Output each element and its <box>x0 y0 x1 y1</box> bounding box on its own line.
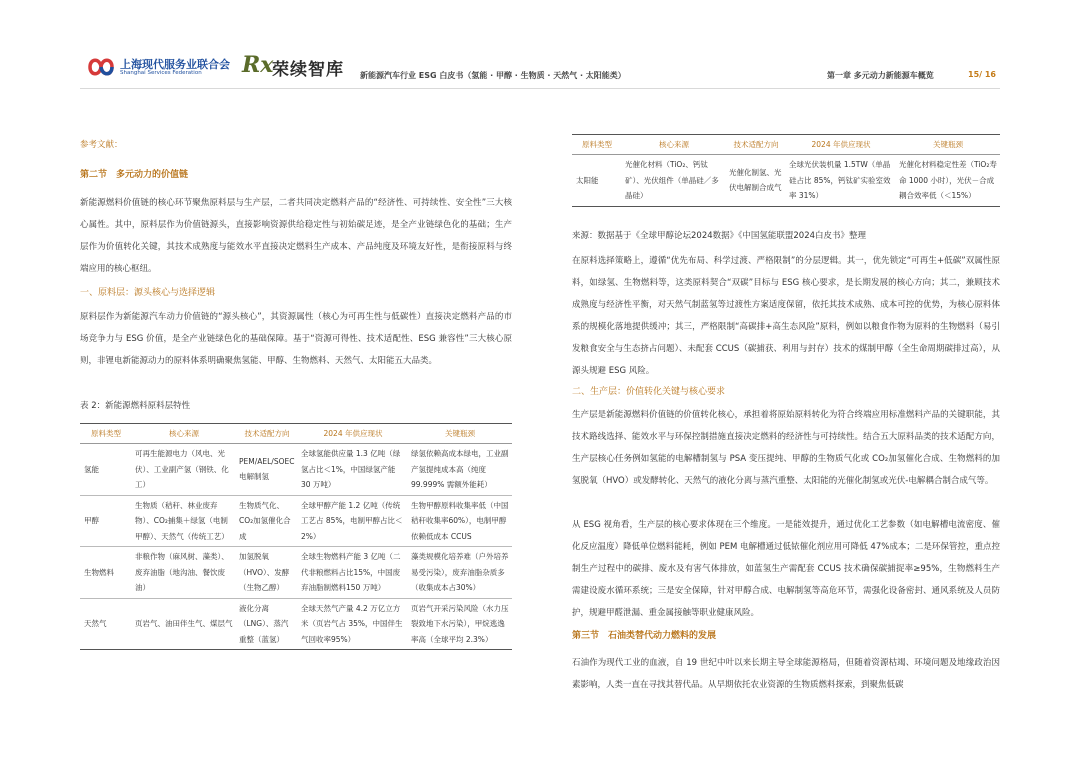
table-cell: 全球氢能供应量 1.3 亿吨（绿氢占比＜1%，中国绿氢产能 30 万吨） <box>298 444 408 496</box>
table-cell: 加氢脱氧（HVO）、发酵（生物乙醇） <box>236 547 298 599</box>
brand-mark: Rx <box>242 52 274 78</box>
table-header: 关键瓶颈 <box>896 135 1000 155</box>
table-header: 技术适配方向 <box>726 135 786 155</box>
section-title: 第三节 石油类替代动力燃料的发展 <box>572 631 717 641</box>
table-row <box>80 495 512 547</box>
raw-material-table-continued <box>572 134 1000 207</box>
table-cell: 甲醇 <box>80 495 132 547</box>
table-caption: 表 2：新能源燃料原料层特性 <box>80 401 191 411</box>
paragraph: 新能源燃料价值链的核心环节聚焦原料层与生产层，二者共同决定燃料产品的“经济性、可持续性、安全性”三大核心属性。其中，原料层作为价值链源头，直接影响资源供给稳定性与初始碳足迹，是全产业链绿色化的基础；生产层作为价值转化关键，其技术成熟度与能效水平直接决定燃料生产成本、产品纯度及环境友好性，是衔接原料与终端应用的核心枢纽。 <box>80 198 512 274</box>
paragraph: 在原料选择策略上，遵循“优先布局、科学过渡、严格限制”的分层逻辑。其一，优先锁定“可再生+低碳”双属性原料，如绿氢、生物燃料等，这类原料契合“双碳”目标与 ESG 核心要求，是长期发展的核心方向；其二，兼顾技术成熟度与经济性平衡，对天然气制蓝氢等过渡性方案适度保留，依托其技术成熟、成本可控的优势，为核心原料体系的规模化落地提供缓冲；其三，严格限制“高碳排+高生态风险”原料，例如以粮食作物为原料的生物燃料（易引发粮食安全与生态挤占问题）、未配套 CCUS（碳捕获、利用与封存）技术的煤制甲醇（全生命周期碳排过高），从源头规避 ESG 风险。 <box>572 256 1000 376</box>
table-header-row <box>80 424 512 444</box>
table-header: 原料类型 <box>572 135 622 155</box>
document-title: 新能源汽车行业 ESG 白皮书（氢能 · 甲醇 · 生物质 · 天然气 · 太阳能类） <box>360 71 626 80</box>
section-title: 第二节 多元动力的价值链 <box>80 170 189 180</box>
table-cell: 全球甲醇产能 1.2 亿吨（传统工艺占 85%，电制甲醇占比＜2%） <box>298 495 408 547</box>
table-row <box>80 444 512 496</box>
table-cell: 生物燃料 <box>80 547 132 599</box>
paragraph: 原料层作为新能源汽车动力价值链的“源头核心”，其资源属性（核心为可再生性与低碳性）直接决定燃料产品的市场竞争力与 ESG 价值，是全产业链绿色化的基础保障。基于“资源可得性、技术适配性、ESG 兼容性”三大核心原则，非锂电新能源动力的原料体系明确聚焦氢能、甲醇、生物燃料、天然气、太阳能五大品类。 <box>80 312 512 366</box>
table-cell: 液化分离（LNG）、蒸汽重整（蓝氢） <box>236 598 298 650</box>
table-header: 核心来源 <box>622 135 726 155</box>
subsection-title: 二、生产层：价值转化关键与核心要求 <box>572 387 726 397</box>
paragraph: 从 ESG 视角看，生产层的核心要求体现在三个维度。一是能效提升，通过优化工艺参数（如电解槽电流密度、催化反应温度）降低单位燃料能耗，例如 PEM 电解槽通过低铱催化剂应用可降低 47%成本；二是环保管控，重点控制生产过程中的碳排、废水及有害气体排放，如蓝氢生产需配套 CCUS 技术确保碳捕捉率≥95%，生物燃料生产需建设废水循环系统；三是安全保障，针对甲醇合成、电解制氢等高危环节，需强化设备密封、通风系统及人员防护，规避甲醛泄漏、重金属接触等职业健康风险。 <box>572 520 1000 618</box>
table-cell: 页岩气、油田伴生气、煤层气 <box>132 598 236 650</box>
brand-logo <box>242 54 362 80</box>
brand-name: 荣续智库 <box>272 60 344 80</box>
org-name-en: Shanghai Services Federation <box>120 70 202 76</box>
table-source: 来源：数据基于《全球甲醇论坛2024数据》《中国氢能联盟2024白皮书》整理 <box>572 231 867 241</box>
table-cell: PEM/AEL/SOEC 电解制氢 <box>236 444 298 496</box>
table-cell: 生物甲醇原料收集率低（中国秸秆收集率60%），电制甲醇依赖低成本 CCUS <box>408 495 512 547</box>
org-name: 上海现代服务业联合会 <box>120 58 230 71</box>
table-header: 技术适配方向 <box>236 424 298 444</box>
table-header: 关键瓶颈 <box>408 424 512 444</box>
table-cell: 太阳能 <box>572 155 622 207</box>
table-cell: 光催化材料（TiO₂、钙钛矿）、光伏组件（单晶硅／多晶硅） <box>622 155 726 207</box>
table-cell: 天然气 <box>80 598 132 650</box>
table-cell: 全球天然气产量 4.2 万亿立方米（页岩气占 35%，中国伴生气回收率95%） <box>298 598 408 650</box>
table-row <box>572 155 1000 207</box>
chapter-title: 第一章 多元动力新能源车概览 <box>827 71 934 80</box>
references-label: 参考文献： <box>80 140 123 150</box>
subsection-title: 一、原料层：源头核心与选择逻辑 <box>80 288 216 298</box>
paragraph: 生产层是新能源燃料价值链的价值转化核心，承担着将原始原料转化为符合终端应用标准燃料产品的关键职能，其技术路线选择、能效水平与环保控制措施直接决定燃料的经济性与可持续性。结合五大原料品类的技术适配方向，生产层核心任务例如氢能的电解槽制氢与 PSA 变压提纯、甲醇的生物质气化或 CO₂加氢催化合成、生物燃料的加氢脱氧（HVO）或发酵转化、天然气的液化分离与蒸汽重整、太阳能的光催化制氢或光伏-电解耦合制合成气等。 <box>572 410 1000 486</box>
table-row <box>80 547 512 599</box>
table-header: 2024 年供应现状 <box>786 135 896 155</box>
table-header-row <box>572 135 1000 155</box>
table-cell: 非粮作物（麻风树、藻类）、废弃油脂（地沟油、餐饮废油） <box>132 547 236 599</box>
paragraph: 石油作为现代工业的血液，自 19 世纪中叶以来长期主导全球能源格局，但随着资源枯竭、环境问题及地缘政治因素影响，人类一直在寻找其替代品。从早期依托农业资源的生物质燃料探索，到聚焦低碳 <box>572 658 1000 690</box>
page-number: 15/ 16 <box>968 70 996 79</box>
table-cell: 生物质（秸秆、林业废弃物）、CO₂捕集＋绿氢（电制甲醇）、天然气（传统工艺） <box>132 495 236 547</box>
table-cell: 全球光伏装机量 1.5TW（单晶硅占比 85%，钙钛矿实验室效率 31%） <box>786 155 896 207</box>
table-cell: 页岩气开采污染风险（水力压裂致地下水污染），甲烷逃逸率高（全球平均 2.3%） <box>408 598 512 650</box>
table-cell: 绿氢依赖高成本绿电，工业副产氢提纯成本高（纯度 99.999% 需额外能耗） <box>408 444 512 496</box>
table-cell: 可再生能源电力（风电、光伏）、工业副产氢（钢铁、化工） <box>132 444 236 496</box>
table-cell: 光催化制氢、光伏电解制合成气 <box>726 155 786 207</box>
table-cell: 全球生物燃料产能 3 亿吨（二代非粮燃料占比15%，中国废弃油脂制燃料150 万吨） <box>298 547 408 599</box>
raw-material-table <box>80 423 512 650</box>
table-header: 2024 年供应现状 <box>298 424 408 444</box>
table-cell: 生物质气化、CO₂加氢催化合成 <box>236 495 298 547</box>
table-header: 原料类型 <box>80 424 132 444</box>
federation-logo-icon <box>86 54 116 80</box>
table-row <box>80 598 512 650</box>
table-cell: 光催化材料稳定性差（TiO₂寿命 1000 小时），光伏－合成耦合效率低（＜15%） <box>896 155 1000 207</box>
header-divider <box>80 88 1000 89</box>
table-cell: 氢能 <box>80 444 132 496</box>
table-header: 核心来源 <box>132 424 236 444</box>
table-cell: 藻类规模化培养难（户外培养易受污染），废弃油脂杂质多（收集成本占30%） <box>408 547 512 599</box>
